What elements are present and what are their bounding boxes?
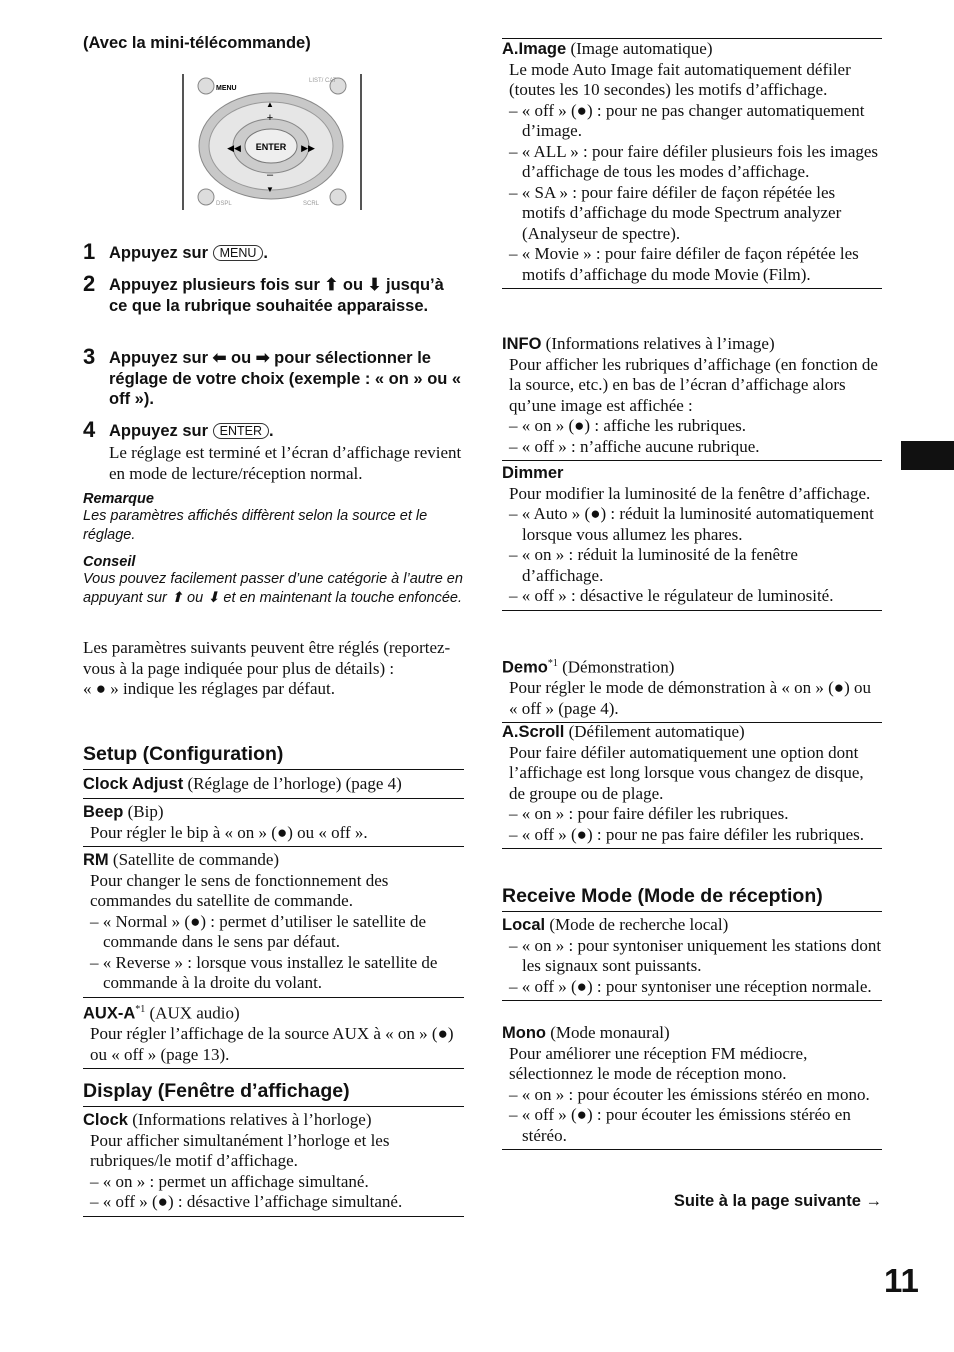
tip-block: Conseil Vous pouvez facilement passer d’une catégorie à l’autre en appuyant sur ⬆ ou ⬇ et en maintenant la touche enfoncée. — [83, 554, 463, 606]
entry-beep: Beep (Bip) Pour régler le bip à « on » (●) ou « off ». — [83, 802, 464, 847]
svg-text:DSPL: DSPL — [216, 201, 232, 207]
remote-enter-label: ENTER — [255, 142, 287, 152]
section-tab-marker — [901, 441, 954, 470]
step-3: 3 Appuyez sur ⬅ ou ➡ pour sélectionner le réglage de votre choix (exemple : « on » ou « off »). — [83, 344, 462, 408]
svg-text:SCRL: SCRL — [303, 201, 320, 207]
entry-dimmer: Dimmer Pour modifier la luminosité de la fenêtre d’affichage. – « Auto » (●) : réduit la luminosité automatiquement lorsque vous allumez les phares. – « on » : réduit la luminosité de la fenêtre d’affichage. – « off » : désactive le régulateur de luminosité. — [502, 463, 882, 611]
mini-remote-illustration — [181, 74, 363, 210]
step-4: 4 Appuyez sur ENTER . Le réglage est terminé et l’écran d’affichage revient en mode de lecture/réception normal. — [83, 417, 462, 483]
svg-text:LIST/ CAT: LIST/ CAT — [309, 78, 337, 84]
receive-heading: Receive Mode (Mode de réception) — [502, 885, 882, 912]
step-1: 1 Appuyez sur MENU . — [83, 239, 269, 264]
page-number: 11 — [884, 1262, 919, 1299]
entry-info: INFO (Informations relatives à l’image) Pour afficher les rubriques d’affichage (en fonction de la source, etc.) en bas de l’écran d’affichage alors qu’une image est affichée : – « on » (●) : affiche les rubriques. – « off » : n’affiche aucune rubrique. — [502, 334, 882, 461]
entry-local: Local (Mode de recherche local) – « on » : pour syntoniser uniquement les stations dont les signaux sont puissants. – « off » (●) : pour syntoniser une réception normale. — [502, 915, 882, 1001]
display-heading: Display (Fenêtre d’affichage) — [83, 1080, 464, 1107]
remote-subtitle: (Avec la mini-télécommande) — [83, 34, 311, 52]
enter-key: ENTER — [213, 423, 269, 439]
entry-a-scroll: A.Scroll (Défilement automatique) Pour faire défiler automatiquement une option dont l’affichage est long lorsque vous changez de disque, de groupe ou de plage. – « on » : pour faire défiler les rubriques. – « off » (●) : pour ne pas faire défiler les rubriques. — [502, 722, 882, 849]
entry-demo: Demo$^{*1}$ (Démonstration) Pour régler le mode de démonstration à « on » (●) ou « off » (page 4). — [502, 654, 882, 723]
setup-heading: Setup (Configuration) — [83, 743, 464, 770]
entry-aux-a: AUX-$A^{*1}$ (AUX audio) Pour régler l’affichage de la source AUX à « on » (●) ou « off » (page 13). — [83, 1000, 464, 1069]
menu-key: MENU — [213, 245, 264, 261]
svg-text:▲: ▲ — [266, 100, 274, 109]
svg-text:◀◀: ◀◀ — [227, 143, 241, 153]
svg-text:▼: ▼ — [266, 185, 274, 194]
entry-clock-adjust: Clock Adjust (Réglage de l’horloge) (page 4) — [83, 774, 464, 799]
entry-a-image: A.Image (Image automatique) Le mode Auto Image fait automatiquement défiler (toutes les 10 secondes) les motifs d’affichage. – « off » (●) : pour ne pas changer automatiquement d’image. – « ALL » : pour faire défiler plusieurs fois les images d’affichage de tous les modes d’affichage. – « SA » : pour faire défiler de façon répétée les motifs d’affichage du mode Spectrum analyzer (Analyseur de spectre). – « Movie » : pour faire défiler de façon répétée les motifs d’affichage du mode Movie (Film). — [502, 38, 882, 289]
entry-clock: Clock (Informations relatives à l’horloge) Pour afficher simultanément l’horloge et les rubriques/le motif d’affichage. – « on » : permet un affichage simultané. – « off » (●) : désactive l’affichage simultané. — [83, 1110, 464, 1217]
svg-text:+: + — [266, 112, 274, 124]
entry-mono: Mono (Mode monaural) Pour améliorer une réception FM médiocre, sélectionnez le mode de réception mono. – « on » : pour écouter les émissions stéréo en mono. – « off » (●) : pour écouter les émissions stéréo en stéréo. — [502, 1023, 882, 1150]
arrow-right-icon: → — [865, 1192, 882, 1210]
step-2: 2 Appuyez plusieurs fois sur ⬆ ou ⬇ jusqu’à ce que la rubrique souhaitée apparaisse. — [83, 271, 444, 315]
note-block: Remarque Les paramètres affichés diffèrent selon la source et le réglage. — [83, 491, 428, 543]
continue-next-page: Suite à la page suivante → — [673, 1192, 882, 1210]
svg-text:MENU: MENU — [216, 85, 237, 92]
entry-rm: RM (Satellite de commande) Pour changer le sens de fonctionnement des commandes du satellite de commande. – « Normal » (●) : permet d’utiliser le satellite de commande dans le sens par défaut. – « Reverse » : lorsque vous installez le satellite de commande à la droite du volant. — [83, 850, 464, 998]
svg-text:▶▶: ▶▶ — [301, 143, 315, 153]
svg-text:–: – — [266, 169, 274, 181]
intro-paragraph: Les paramètres suivants peuvent être réglés (reportez-vous à la page indiquée pour plus de détails) : « ● » indique les réglages par défaut. — [83, 638, 451, 698]
